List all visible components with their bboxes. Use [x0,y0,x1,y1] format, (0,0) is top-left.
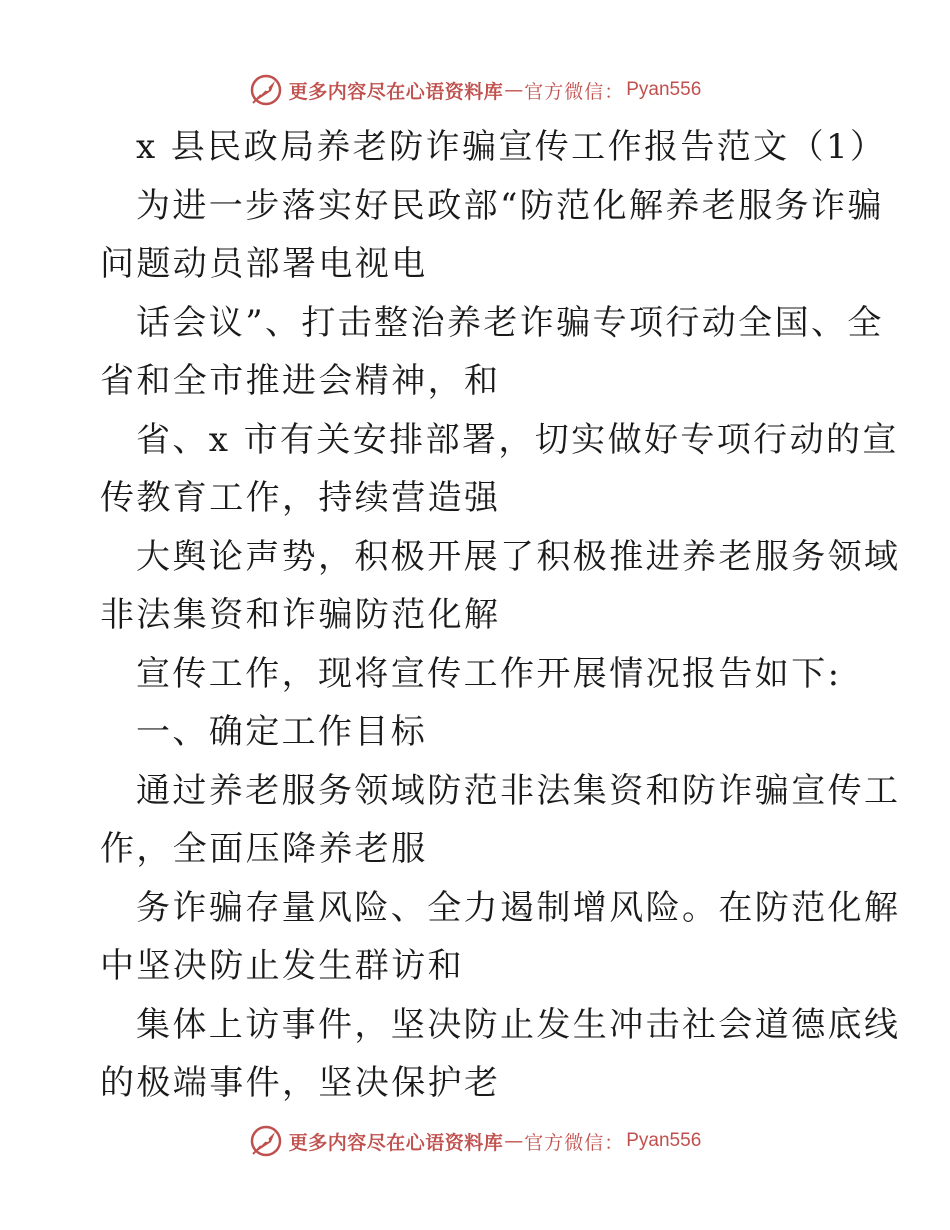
paragraph-line: 为进一步落实好民政部“防范化解养老服务诈骗 [136,185,884,226]
paragraph-line: 非法集资和诈骗防范化解 [100,595,501,635]
banner-wechat-id: Pyan556 [626,79,702,100]
pen-nib-logo-icon [249,73,283,107]
paragraph-line: 省、x 市有关安排部署，切实做好专项行动的宣 [136,419,899,460]
paragraph-line: 传教育工作，持续营造强 [100,478,501,518]
banner-separator: — [504,1130,524,1152]
paragraph-line: 作，全面压降养老服 [100,829,428,869]
banner-text [289,77,702,104]
paragraph-line: 省和全市推进会精神，和 [100,361,501,401]
banner-separator: — [504,79,524,101]
section-heading: 一、确定工作目标 [136,712,428,752]
footer-banner [0,1121,950,1161]
paragraph-line: 中坚决防止发生群访和 [100,946,464,986]
banner-main-text: 更多内容尽在心语资料库 [288,80,504,103]
paragraph-line: 问题动员部署电视电 [100,244,428,284]
paragraph-line: 集体上访事件，坚决防止发生冲击社会道德底线 [136,1004,901,1045]
paragraph-line: 的极端事件，坚决保护老 [100,1063,501,1103]
banner-text [289,1128,702,1155]
document-body [100,118,901,1113]
paragraph-line: 大舆论声势，积极开展了积极推进养老服务领域 [136,536,901,577]
document-title: x 县民政局养老防诈骗宣传工作报告范文（1） [136,127,887,167]
paragraph-line: 话会议”、打击整治养老诈骗专项行动全国、全 [136,302,884,343]
banner-main-text: 更多内容尽在心语资料库 [288,1131,504,1154]
paragraph-line: 务诈骗存量风险、全力遏制增风险。在防范化解 [136,887,901,928]
paragraph-line: 宣传工作，现将宣传工作开展情况报告如下: [136,653,842,694]
paragraph-line: 通过养老服务领域防范非法集资和防诈骗宣传工 [136,770,901,811]
header-banner [0,70,950,110]
banner-official-label: 官方微信： [524,80,625,103]
pen-nib-logo-icon [249,1124,283,1158]
banner-wechat-id: Pyan556 [626,1130,702,1151]
banner-official-label: 官方微信： [524,1131,625,1154]
